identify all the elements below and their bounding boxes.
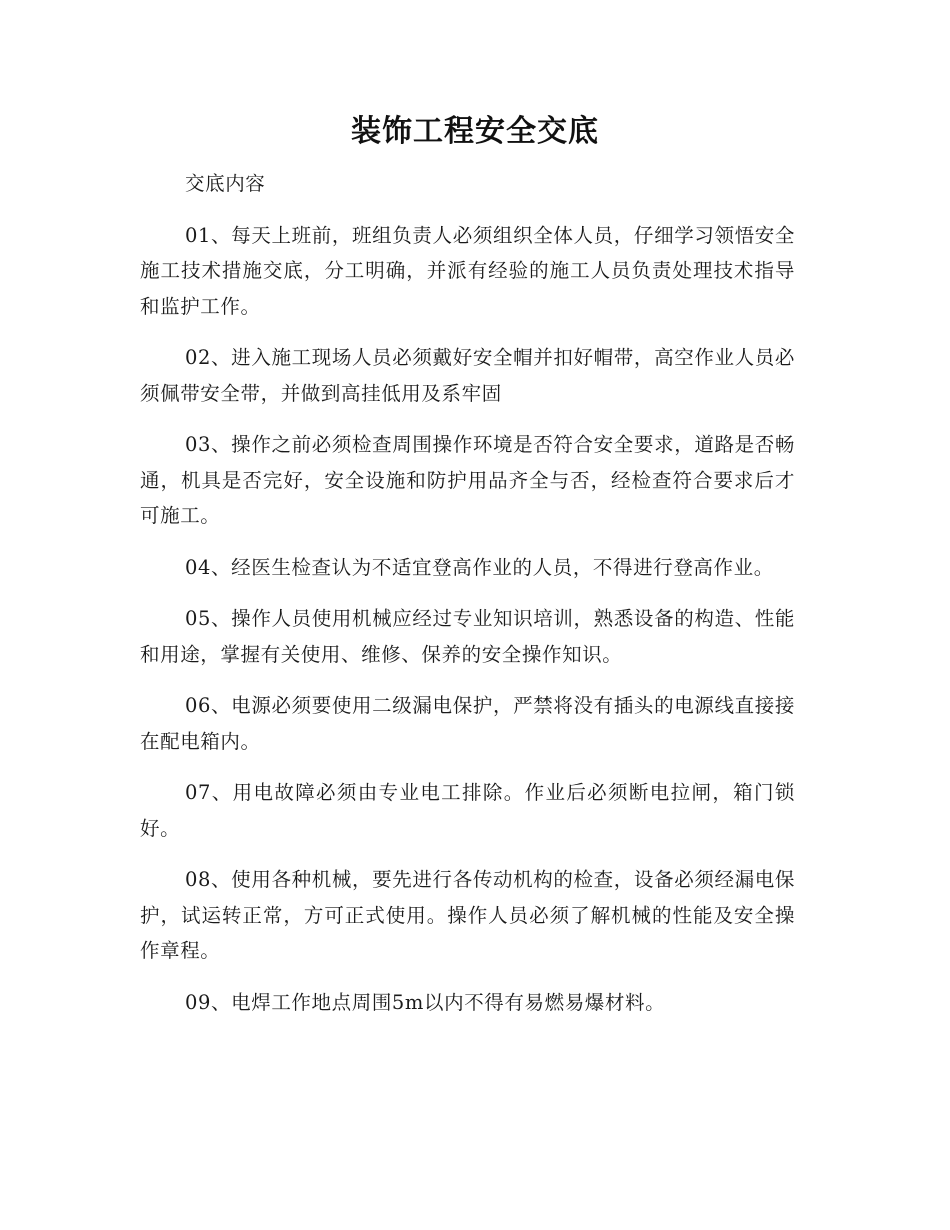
paragraph-item-03: 03、操作之前必须检查周围操作环境是否符合安全要求，道路是否畅通，机具是否完好，安全设施和防护用品齐全与否，经检查符合要求后才可施工。: [140, 433, 795, 527]
paragraph-item-01: 01、每天上班前，班组负责人必须组织全体人员，仔细学习领悟安全施工技术措施交底，分工明确，并派有经验的施工人员负责处理技术指导和监护工作。: [140, 223, 795, 318]
section-subheading: 交底内容: [185, 172, 266, 195]
paragraph-item-07: 07、用电故障必须由专业电工排除。作业后必须断电拉闸，箱门锁好。: [140, 781, 795, 840]
document-title: 装饰工程安全交底: [351, 114, 599, 149]
paragraph-item-09: 09、电焊工作地点周围5m以内不得有易燃易爆材料。: [185, 990, 666, 1014]
paragraph-item-06: 06、电源必须要使用二级漏电保护，严禁将没有插头的电源线直接接在配电箱内。: [140, 694, 795, 753]
paragraph-item-04: 04、经医生检查认为不适宜登高作业的人员，不得进行登高作业。: [185, 555, 774, 579]
paragraph-item-02: 02、进入施工现场人员必须戴好安全帽并扣好帽带，高空作业人员必须佩带安全带，并做到高挂低用及系牢固: [140, 346, 795, 405]
paragraph-item-08: 08、使用各种机械，要先进行各传动机构的检查，设备必须经漏电保护，试运转正常，方可正式使用。操作人员必须了解机械的性能及安全操作章程。: [140, 868, 795, 962]
paragraph-item-05: 05、操作人员使用机械应经过专业知识培训，熟悉设备的构造、性能和用途，掌握有关使用、维修、保养的安全操作知识。: [140, 607, 795, 666]
document-body: [140, 166, 795, 1036]
